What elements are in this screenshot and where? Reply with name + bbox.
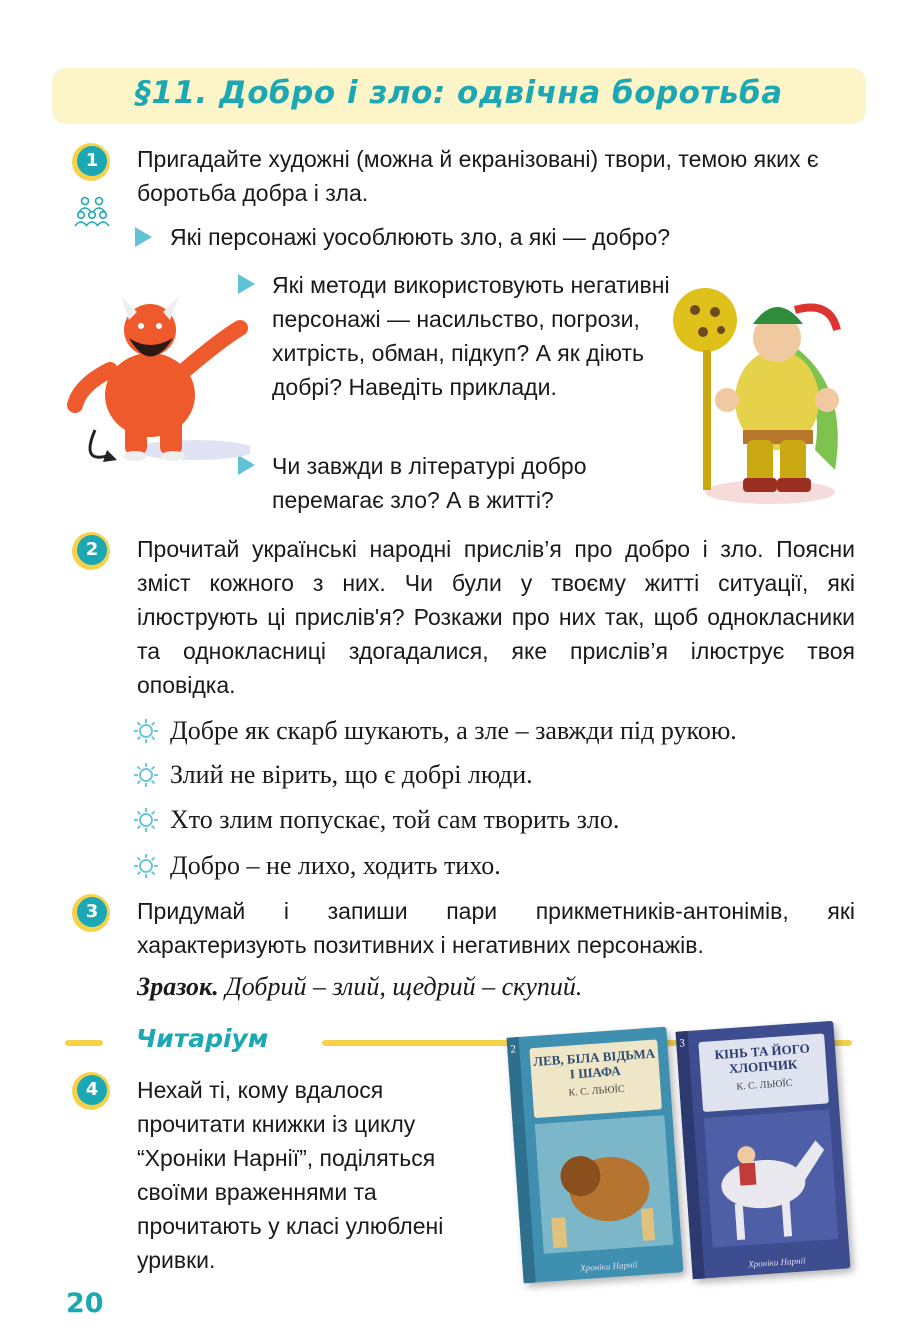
sun-bullet-icon xyxy=(133,718,159,744)
proverb-4: Добро – не лихо, ходить тихо. xyxy=(170,851,501,880)
proverb-1: Добре як скарб шукають, а зле – завжди під рукою. xyxy=(170,716,737,745)
book-2-author: К. С. ЛЬЮЇС xyxy=(736,1077,793,1093)
question-1: Які персонажі уособлюють зло, а які — добро? xyxy=(170,224,671,250)
book-1-series: Хроніки Нарнії xyxy=(579,1259,638,1274)
sun-bullet-icon xyxy=(133,807,159,833)
book-1-title: ЛЕВ, БІЛА ВІДЬМА І ШАФА xyxy=(532,1045,656,1082)
task-4-text: Нехай ті, кому вдалося прочитати книжки із циклу “Хроніки Нарнії”, поділяться своїми враженнями та прочитають у класі улюблені уривки. xyxy=(137,1077,444,1273)
example-label: Зразок. xyxy=(137,972,219,1001)
task-2-badge xyxy=(72,532,110,570)
book-1-author: К. С. ЛЬЮЇС xyxy=(568,1083,625,1099)
devil-illustration xyxy=(55,290,250,480)
example-line xyxy=(137,972,857,1002)
bullet-triangle-icon xyxy=(135,227,152,247)
task-1-text: Пригадайте художні (можна й екранізовані) твори, темою яких є боротьба добра і зла. xyxy=(137,146,819,206)
group-work-icon xyxy=(74,195,110,229)
proverb-2: Злий не вірить, що є добрі люди. xyxy=(170,760,533,789)
sun-bullet-icon xyxy=(133,762,159,788)
proverb-3: Хто злим попускає, той сам творить зло. xyxy=(170,805,620,834)
task-1-number: 1 xyxy=(77,146,107,176)
page-title: §11. Добро і зло: одвічна боротьба xyxy=(135,75,783,111)
book-cover-2 xyxy=(676,1021,851,1279)
page-number: 20 xyxy=(66,1288,104,1319)
task-1-badge xyxy=(72,143,110,181)
book-2-number: 3 xyxy=(678,1037,686,1050)
book-2-series: Хроніки Нарнії xyxy=(747,1255,806,1270)
task-3-badge xyxy=(72,894,110,932)
section-title: Читаріум xyxy=(136,1024,269,1053)
task-4-number: 4 xyxy=(77,1075,107,1105)
horse-illustration xyxy=(704,1109,839,1247)
task-4-badge xyxy=(72,1072,110,1110)
book-cover-1 xyxy=(507,1027,684,1284)
task-2-text: Прочитай українські народні прислів’я про добро і зло. Поясни зміст кожного з них. Чи були у твоєму житті ситуації, які ілюструють ці прислів'я? Розкажи про них так, щоб однокласники та однокласниці здогадалися, яке прислів’я ілюструє твоя оповідка. xyxy=(137,536,855,698)
example-text: Добрий – злий, щедрий – скупий. xyxy=(225,972,583,1001)
question-3: Чи завжди в літературі добро перемагає зло? А в житті? xyxy=(272,453,587,513)
hero-illustration xyxy=(665,280,865,510)
task-3-text: Придумай і запиши пари прикметників-антонімів, які характеризують позитивних і негативних персонажів. xyxy=(137,898,855,958)
book-1-number: 2 xyxy=(510,1043,517,1056)
task-3-number: 3 xyxy=(77,897,107,927)
book-2-title: КІНЬ ТА ЙОГО ХЛОПЧИК xyxy=(714,1040,811,1077)
question-2: Які методи використовують негативні персонажі — насильство, погрози, хитрість, обман, підкуп? А як діють добрі? Наведіть приклади. xyxy=(272,272,670,400)
sun-bullet-icon xyxy=(133,853,159,879)
lion-illustration xyxy=(535,1115,674,1254)
section-line-left xyxy=(65,1040,103,1046)
task-2-number: 2 xyxy=(77,535,107,565)
